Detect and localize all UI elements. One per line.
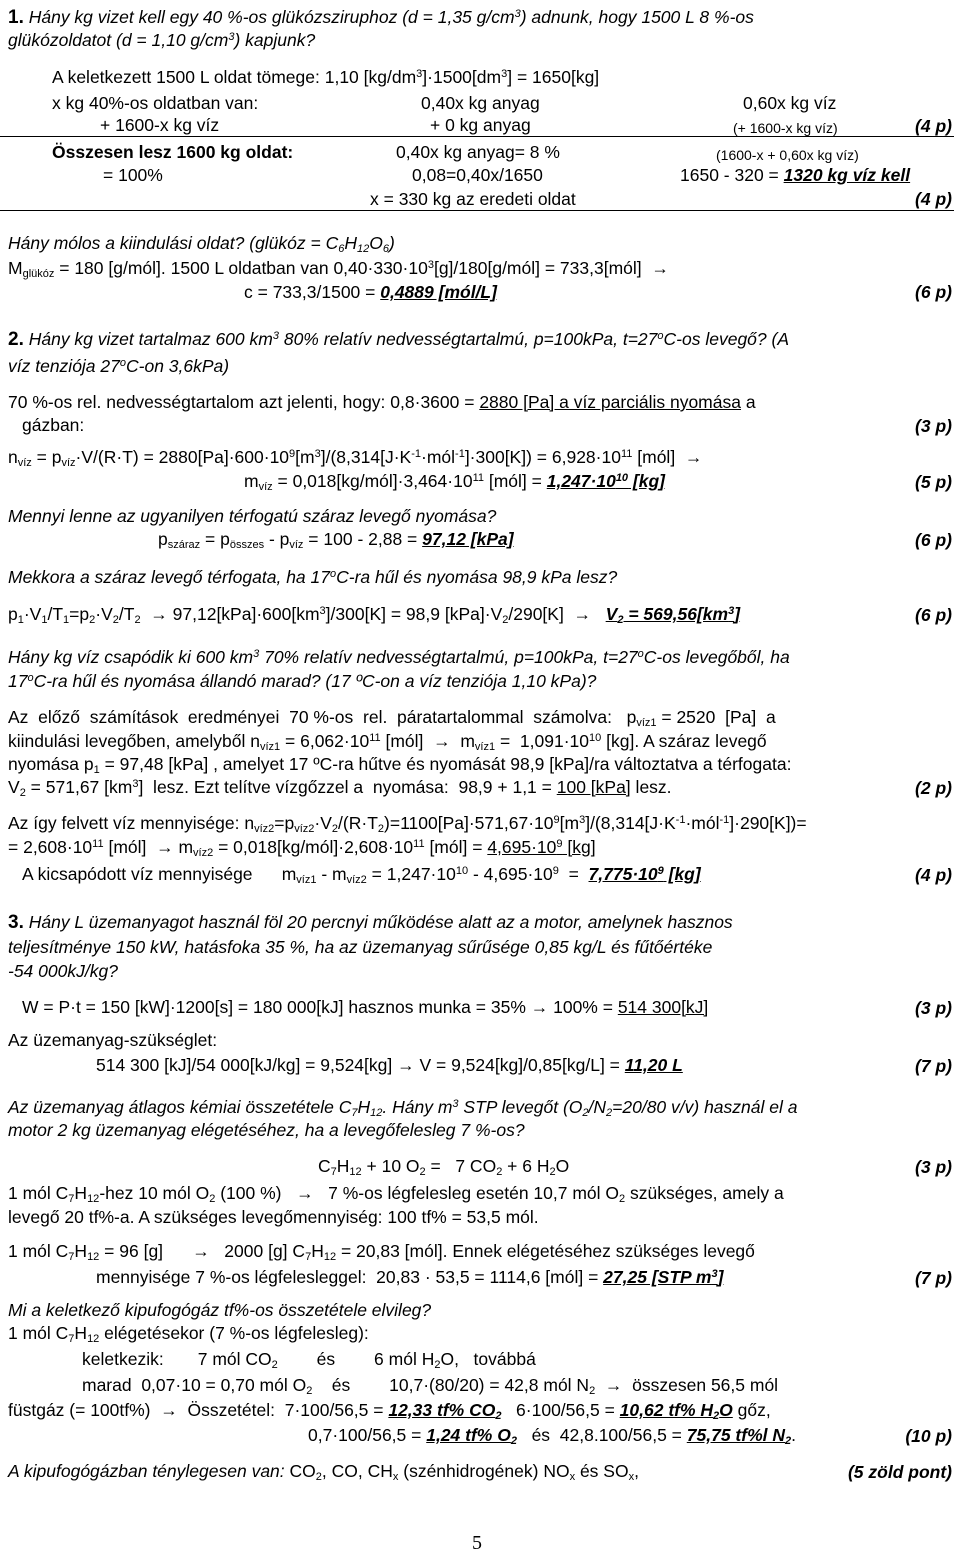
p1-result-1: 1650 - 320 = 1320 kg víz kell xyxy=(680,165,911,185)
p2-question-volume: Mekkora a száraz levegő térfogata, ha 17$^o$C-ra hűl és nyomása 98,9 kPa lesz? xyxy=(8,567,618,587)
p3-line-17: marad 0,07·10 = 0,70 mól $O_2$ és 10,7·(80/20) = 42,8 mól $N_2$ → összesen 56,5 mól xyxy=(82,1375,779,1397)
p3-question-air-2: motor 2 kg üzemanyag elégetéséhez, ha a levegőfelesleg 7 %-os? xyxy=(8,1120,525,1140)
problem-1-line-1: 1. Hány kg vizet kell egy 40 %-os glükózsziruphoz (d = 1,35 $g/cm^3$) adnunk, hogy 1500 L 8 %-os xyxy=(8,7,754,28)
p3-line-16: keletkezik: 7 mól $CO_2$ és 6 mól $H_2O$, továbbá xyxy=(82,1349,536,1371)
p3-line-19: 0,7·100/56,5 = 1,24 tf% $O_2$ és 42,8.100/56,5 = 75,75 tf%l $N_2$. xyxy=(308,1425,796,1447)
p2-line-13: Az előző számítások eredményei 70 %-os rel. páratartalommal számolva: $p_{víz1} = 2520$ [Pa] a xyxy=(8,707,776,729)
p3-points-5: (10 p) xyxy=(905,1426,952,1446)
p1-row-2-c: (+ 1600-x kg víz) xyxy=(733,120,838,136)
p1-row-4-b: 0,08=0,40x/1650 xyxy=(412,165,543,185)
p3-question-exhaust: Mi a keletkező kipufogógáz tf%-os összetétele elvileg? xyxy=(8,1300,432,1320)
p2-line-4: gázban: xyxy=(22,415,85,435)
p1-row-1-c: 0,60x kg víz xyxy=(743,93,837,113)
p3-points-6: (5 zöld pont) xyxy=(847,1462,952,1482)
problem-3-line-2: teljesítménye 150 kW, hatásfoka 35 %, ha az üzemanyag sűrűsége 0,85 kg/L és fűtőértéke xyxy=(8,937,713,957)
page-number: 5 xyxy=(472,1532,482,1554)
p2-moles-line: $n_{víz} = p_{víz}\cdot V/(R\cdot T)$ = $2880[Pa]\cdot 600\cdot 10^9[m^3]/(8,314[J\cdot K^{-1}\cdot mól^{-1}]\cdot 300[K]) = 6,928\cdot 10^{11}$ [mól] → xyxy=(8,447,703,469)
p2-points-2: (5 p) xyxy=(915,472,952,492)
p1-row-1-b: 0,40x kg anyag xyxy=(421,93,540,113)
p3-fuel-line: 514 300 [kJ]/54 000[kJ/kg] = 9,524[kg] → V = 9,524[kg]/0,85[kg/L] = 11,20 L xyxy=(96,1055,683,1075)
p2-points-1: (3 p) xyxy=(915,416,952,436)
x-rule xyxy=(0,210,954,211)
p2-line-17: Az így felvett víz mennyisége: $n_{víz2}=p_{víz2}\cdot V_2/(R\cdot T_2)=1100[Pa]\cdot 571,67\cdot 10^9[m^3]/(8,314[J\cdot K^{-1}\cdot mól^{-1}]\cdot 290[K])=$ xyxy=(8,813,807,835)
p3-line-10: 1 mól $C_7H_{12}$-hez 10 mól $O_2$ (100 %) → 7 %-os légfelesleg esetén 10,7 mól $O_2$ szükséges, amely a xyxy=(8,1183,784,1205)
p1-molar-line: $M_{glükóz} = 180$ [g/mól]. 1500 L oldatban van $0,40\cdot 330\cdot 10^3[g]/180[g/mól]$ = 733,3[mól] → xyxy=(8,258,669,280)
p2-points-3: (6 p) xyxy=(915,530,952,550)
p2-line-18: = $2,608\cdot 10^{11}$ [mól] → $m_{víz2}$ = $0,018[kg/mól]\cdot 2,608\cdot 10^{11}$ [mól] = $4,695\cdot 10^9$ [kg] xyxy=(8,837,596,859)
p3-fuel-heading: Az üzemanyag-szükséglet: xyxy=(8,1030,218,1050)
problem-3-line-1: 3. Hány L üzemanyagot használ föl 20 percnyi működése alatt az a motor, amelynek hasznos xyxy=(8,912,733,933)
p1-mass-line: A keletkezett 1500 L oldat tömege: 1,10 $[kg/dm^3]\cdot 1500[dm^3] = 1650[kg]$ xyxy=(52,67,600,87)
p3-question-air-1: Az üzemanyag átlagos kémiai összetétele $C_7H_{12}$. Hány $m^3$ STP levegőt ($O_2/N_2=20/80$ v/v) használ el a xyxy=(8,1097,798,1119)
p1-row-1-a: x kg 40%-os oldatban van: xyxy=(52,93,259,113)
p1-row-4-a: = 100% xyxy=(103,165,163,185)
p2-points-6: (4 p) xyxy=(915,865,952,885)
p2-points-5: (2 p) xyxy=(915,778,952,798)
p2-line-3: 70 %-os rel. nedvességtartalom azt jelenti, hogy: 0,8·3600 = 2880 [Pa] a víz parciális nyomása a xyxy=(8,392,756,412)
problem-1-line-2: glükózoldatot (d = 1,10 $g/cm^3$) kapjunk? xyxy=(8,30,316,50)
p1-points-2: (4 p) xyxy=(915,189,952,209)
p2-question-cond-1: Hány kg víz csapódik ki 600 $km^3$ 70% relatív nedvességtartalmú, p=100kPa, $t=27^oC-os$ levegőből, ha xyxy=(8,647,790,667)
p1-row-2-b: + 0 kg anyag xyxy=(430,115,531,135)
p1-points-3: (6 p) xyxy=(915,282,952,302)
problem-2-line-2: víz tenziója 27$^o$C-on 3,6kPa) xyxy=(8,356,230,376)
p3-reaction: $C_7H_{12} + 10$ $O_2 = 7$ $CO_2 + 6$ $H_2O$ xyxy=(318,1156,570,1178)
p2-dry-pressure: $p_{száraz} = p_{összes} - p_{víz} = 100 - 2,88 = 97,12$ [kPa] xyxy=(158,529,514,551)
p3-line-11: levegő 20 tf%-a. A szükséges levegőmennyiség: 100 tf% = 53,5 mól. xyxy=(8,1207,539,1227)
p1-row-5-b: x = 330 kg az eredeti oldat xyxy=(370,189,576,209)
p1-row-3-c: (1600-x + 0,60x kg víz) xyxy=(716,147,859,163)
p1-conc-result: c = 733,3/1500 = 0,4889 [mól/L] xyxy=(244,282,497,302)
p2-mass-line: $m_{víz}$ = $0,018[kg/mól]\cdot 3,464\cdot 10^{11}$ [mól] = $1,247\cdot 10^{10}$ [kg] xyxy=(244,471,666,493)
p2-line-16: $V_2 = 571,67$ $[km^3]$ lesz. Ezt telítve vízgőzzel a nyomása: 98,9 + 1,1 = 100 [kPa] lesz. xyxy=(8,777,672,799)
p3-work-line: W = P·t = 150 [kW]·1200[s] = 180 000[kJ] hasznos munka = 35% → 100% = 514 300[kJ] xyxy=(22,997,709,1017)
p2-points-4: (6 p) xyxy=(915,605,952,625)
p3-line-18: füstgáz (= 100tf%) → Összetétel: 7·100/56,5 = 12,33 tf% $CO_2$ 6·100/56,5 = 10,62 tf% $H_2O$ gőz, xyxy=(8,1400,771,1422)
p1-question-molar: Hány mólos a kiindulási oldat? (glükóz = $C_6H_{12}O_6$) xyxy=(8,233,395,255)
p1-points-1: (4 p) xyxy=(915,116,952,136)
p3-points-4: (7 p) xyxy=(915,1268,952,1288)
p2-line-15: nyomása $p_1 = 97,48$ [kPa] , amelyet 17 ºC-ra hűtve és nyomását 98,9 [kPa]/ra változtatva a térfogata: xyxy=(8,754,792,776)
p3-points-3: (3 p) xyxy=(915,1157,952,1177)
p3-line-20: A kipufogógázban ténylegesen van: $CO_2$, CO, $CH_x$ (szénhidrogének) $NO_x$ és $SO_x$, xyxy=(8,1461,639,1483)
p3-points-2: (7 p) xyxy=(915,1056,952,1076)
p2-volume-line: $p_1\cdot V_1/T_1=p_2\cdot V_2/T_2 \to 97,12[kPa]\cdot 600[km^3]/300[K] = 98,9$ $[kPa]\cdot V_2/290[K] \to V_2 = 569,56[km^3]$ xyxy=(8,604,741,626)
problem-3-line-3: -54 000kJ/kg? xyxy=(8,961,118,981)
problem-2-line-1: 2. Hány kg vizet tartalmaz 600 $km^3$ 80% relatív nedvességtartalmú, p=100kPa, $t=27^oC-os$ levegő? (A xyxy=(8,329,790,350)
sum-rule xyxy=(0,136,954,137)
p2-line-19: A kicsapódott víz mennyisége $m_{víz1} - m_{víz2} = 1,247\cdot 10^{10} - 4,695\cdot 10^9 = 7,775\cdot 10^9$ [kg] xyxy=(22,864,701,886)
p3-line-15: 1 mól $C_7H_{12}$ elégetésekor (7 %-os légfelesleg): xyxy=(8,1323,369,1345)
p2-question-dry: Mennyi lenne az ugyanilyen térfogatú száraz levegő nyomása? xyxy=(8,506,497,526)
p2-question-cond-2: 17$^o$C-ra hűl és nyomása állandó marad? (17 ºC-on a víz tenziója 1,10 kPa)? xyxy=(8,671,597,691)
p1-row-3-a: Összesen lesz 1600 kg oldat: xyxy=(52,142,294,162)
p3-line-13: mennyisége 7 %-os légfelesleggel: 20,83 · 53,5 = 1114,6 [mól] = 27,25 [STP $m^3$] xyxy=(96,1267,724,1287)
p3-line-12: 1 mól $C_7H_{12} = 96$ [g] → 2000 [g] $C_7H_{12} = 20,83$ [mól]. Ennek elégetéséhez szükséges levegő xyxy=(8,1241,755,1263)
p1-row-3-b: 0,40x kg anyag= 8 % xyxy=(396,142,560,162)
p3-points-1: (3 p) xyxy=(915,998,952,1018)
p1-row-2-a: + 1600-x kg víz xyxy=(100,115,220,135)
p2-line-14: kiindulási levegőben, amelyből $n_{víz1} = 6,062\cdot 10^{11}$ [mól] → $m_{víz1} = 1,091\cdot 10^{10}$ [kg]. A száraz levegő xyxy=(8,731,767,753)
